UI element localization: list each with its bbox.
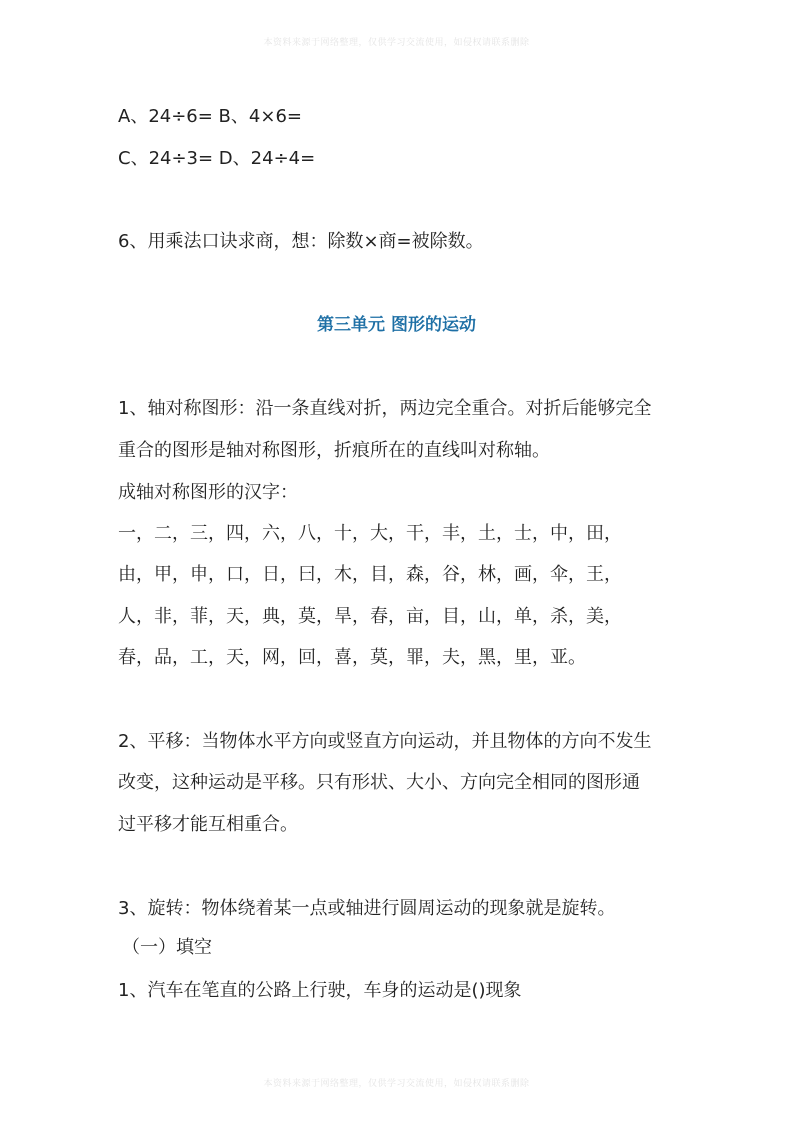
- fill-in-section-heading: （一）填空: [122, 937, 212, 958]
- answer-options-ab: A、24÷6= B、4×6=: [118, 106, 302, 127]
- fill-in-question-1: 1、汽车在笔直的公路上行驶，车身的运动是()现象: [118, 980, 522, 1001]
- footer-watermark: 本资料来源于网络整理，仅供学习交流使用，如侵权请联系删除: [263, 1079, 530, 1089]
- header-watermark: 本资料来源于网络整理，仅供学习交流使用，如侵权请联系删除: [263, 38, 530, 48]
- symmetric-characters-row-4: 春，品，工，天，网，回，喜，莫，罪，夫，黑，里，亚。: [118, 647, 586, 668]
- symmetric-characters-row-1: 一，二，三，四，六，八，十，大，干，丰，土，士，中，田，: [118, 523, 622, 544]
- unit-3-title: 第三单元 图形的运动: [317, 315, 476, 335]
- symmetric-characters-row-2: 由，甲，申，口，日，曰，木，目，森，谷，林，画，伞，王，: [118, 564, 622, 585]
- translation-definition-line1: 2、平移：当物体水平方向或竖直方向运动，并且物体的方向不发生: [118, 731, 652, 752]
- rotation-definition: 3、旋转：物体绕着某一点或轴进行圆周运动的现象就是旋转。: [118, 898, 616, 919]
- translation-definition-line2: 改变，这种运动是平移。只有形状、大小、方向完全相同的图形通: [118, 772, 640, 793]
- translation-definition-line3: 过平移才能互相重合。: [118, 814, 298, 835]
- answer-options-cd: C、24÷3= D、24÷4=: [118, 148, 316, 169]
- axis-symmetry-definition-line2: 重合的图形是轴对称图形，折痕所在的直线叫对称轴。: [118, 440, 550, 461]
- symmetric-characters-heading: 成轴对称图形的汉字：: [118, 482, 298, 503]
- symmetric-characters-row-3: 人，非，菲，天，典，莫，旱，春，亩，目，山，单，杀，美，: [118, 606, 622, 627]
- axis-symmetry-definition-line1: 1、轴对称图形：沿一条直线对折，两边完全重合。对折后能够完全: [118, 398, 652, 419]
- note-6-division-rule: 6、用乘法口诀求商，想：除数×商=被除数。: [118, 231, 484, 252]
